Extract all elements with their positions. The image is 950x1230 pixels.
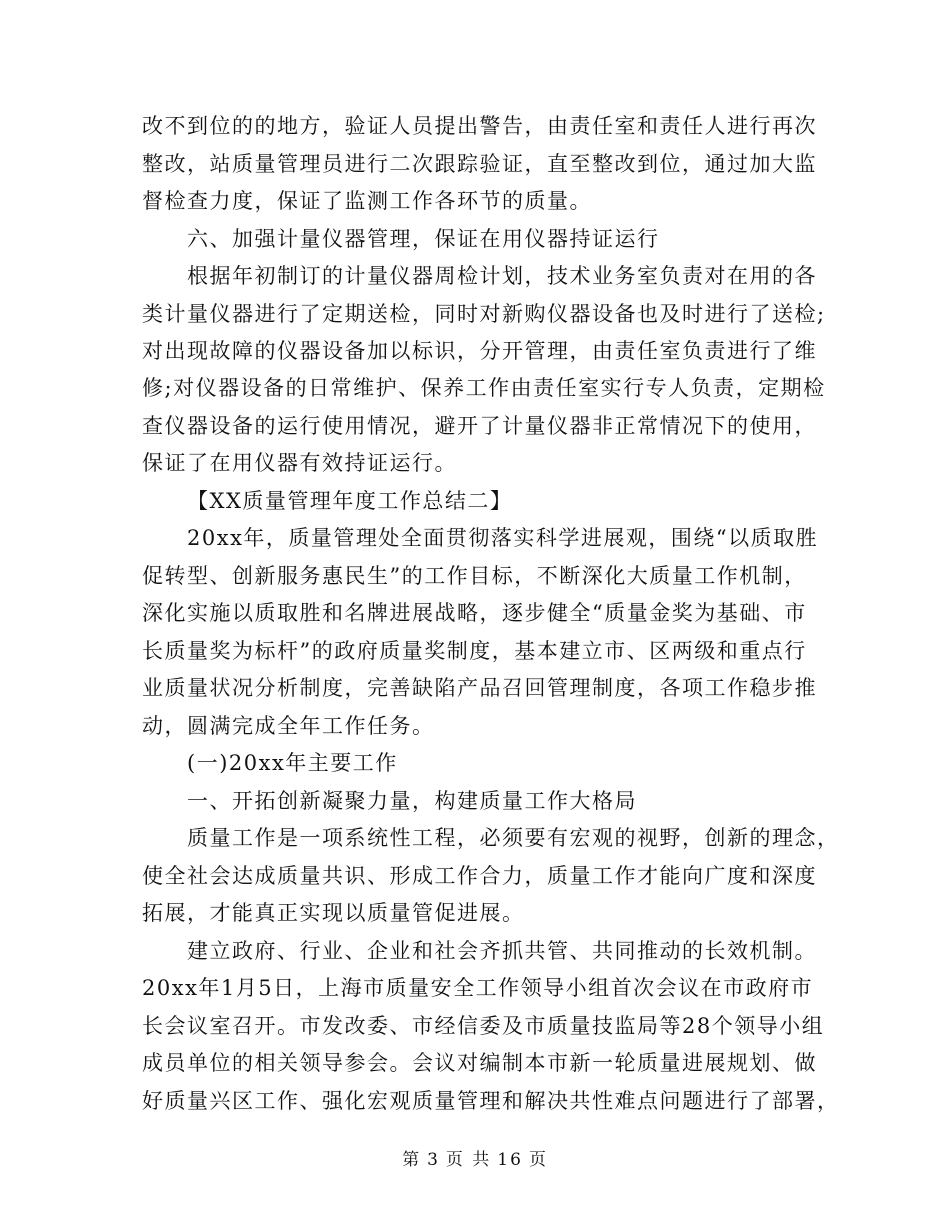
text-line: 整改，站质量管理员进行二次跟踪验证，直至整改到位，通过加大监 bbox=[142, 152, 817, 176]
text-line: 建立政府、行业、企业和社会齐抓共管、共同推动的长效机制。 bbox=[187, 939, 817, 963]
text-line: 质量工作是一项系统性工程，必须要有宏观的视野，创新的理念， bbox=[187, 826, 840, 850]
text-line: 促转型、创新服务惠民生”的工作目标，不断深化大质量工作机制， bbox=[142, 564, 807, 588]
text-line: 长会议室召开。市发改委、市经信委及市质量技监局等28个领导小组 bbox=[142, 1014, 825, 1038]
part-title: 【XX质量管理年度工作总结二】 bbox=[187, 489, 513, 513]
text-line: 查仪器设备的运行使用情况，避开了计量仪器非正常情况下的使用， bbox=[142, 414, 817, 438]
section-heading: 六、加强计量仪器管理，保证在用仪器持证运行 bbox=[187, 227, 660, 251]
text-line: 保证了在用仪器有效持证运行。 bbox=[142, 451, 457, 475]
section-heading: (一)20xx年主要工作 bbox=[187, 751, 398, 775]
text-line: 深化实施以质取胜和名牌进展战略，逐步健全“质量金奖为基础、市 bbox=[142, 601, 807, 625]
text-line: 改不到位的的地方，验证人员提出警告，由责任室和责任人进行再次 bbox=[142, 114, 817, 138]
footer-suffix: 页 bbox=[528, 1150, 548, 1170]
text-line: 根据年初制订的计量仪器周检计划，技术业务室负责对在用的各 bbox=[187, 264, 817, 288]
page-number: 3 bbox=[427, 1150, 440, 1170]
page-footer bbox=[0, 1148, 950, 1172]
text-line: 20xx年1月5日，上海市质量安全工作领导小组首次会议在市政府市 bbox=[142, 976, 814, 1000]
text-line: 动，圆满完成全年工作任务。 bbox=[142, 714, 435, 738]
text-line: 拓展，才能真正实现以质量管促进展。 bbox=[142, 901, 525, 925]
text-line: 对出现故障的仪器设备加以标识，分开管理，由责任室负责进行了维 bbox=[142, 339, 817, 363]
text-line: 督检查力度，保证了监测工作各环节的质量。 bbox=[142, 189, 592, 213]
footer-middle: 页 共 bbox=[445, 1150, 492, 1170]
section-heading: 一、开拓创新凝聚力量，构建质量工作大格局 bbox=[187, 789, 637, 813]
text-line: 业质量状况分析制度，完善缺陷产品召回管理制度，各项工作稳步推 bbox=[142, 676, 817, 700]
text-line: 长质量奖为标杆”的政府质量奖制度，基本建立市、区两级和重点行 bbox=[142, 639, 807, 663]
text-line: 修;对仪器设备的日常维护、保养工作由责任室实行专人负责，定期检 bbox=[142, 376, 826, 400]
text-line: 好质量兴区工作、强化宏观质量管理和解决共性难点问题进行了部署， bbox=[142, 1089, 840, 1113]
text-line: 成员单位的相关领导参会。会议对编制本市新一轮质量进展规划、做 bbox=[142, 1051, 817, 1075]
footer-prefix: 第 bbox=[402, 1150, 422, 1170]
text-line: 20xx年，质量管理处全面贯彻落实科学进展观，围绕“以质取胜 bbox=[187, 526, 819, 550]
text-line: 使全社会达成质量共识、形成工作合力，质量工作才能向广度和深度 bbox=[142, 864, 817, 888]
text-line: 类计量仪器进行了定期送检，同时对新购仪器设备也及时进行了送检; bbox=[142, 302, 826, 326]
total-pages: 16 bbox=[497, 1150, 523, 1170]
